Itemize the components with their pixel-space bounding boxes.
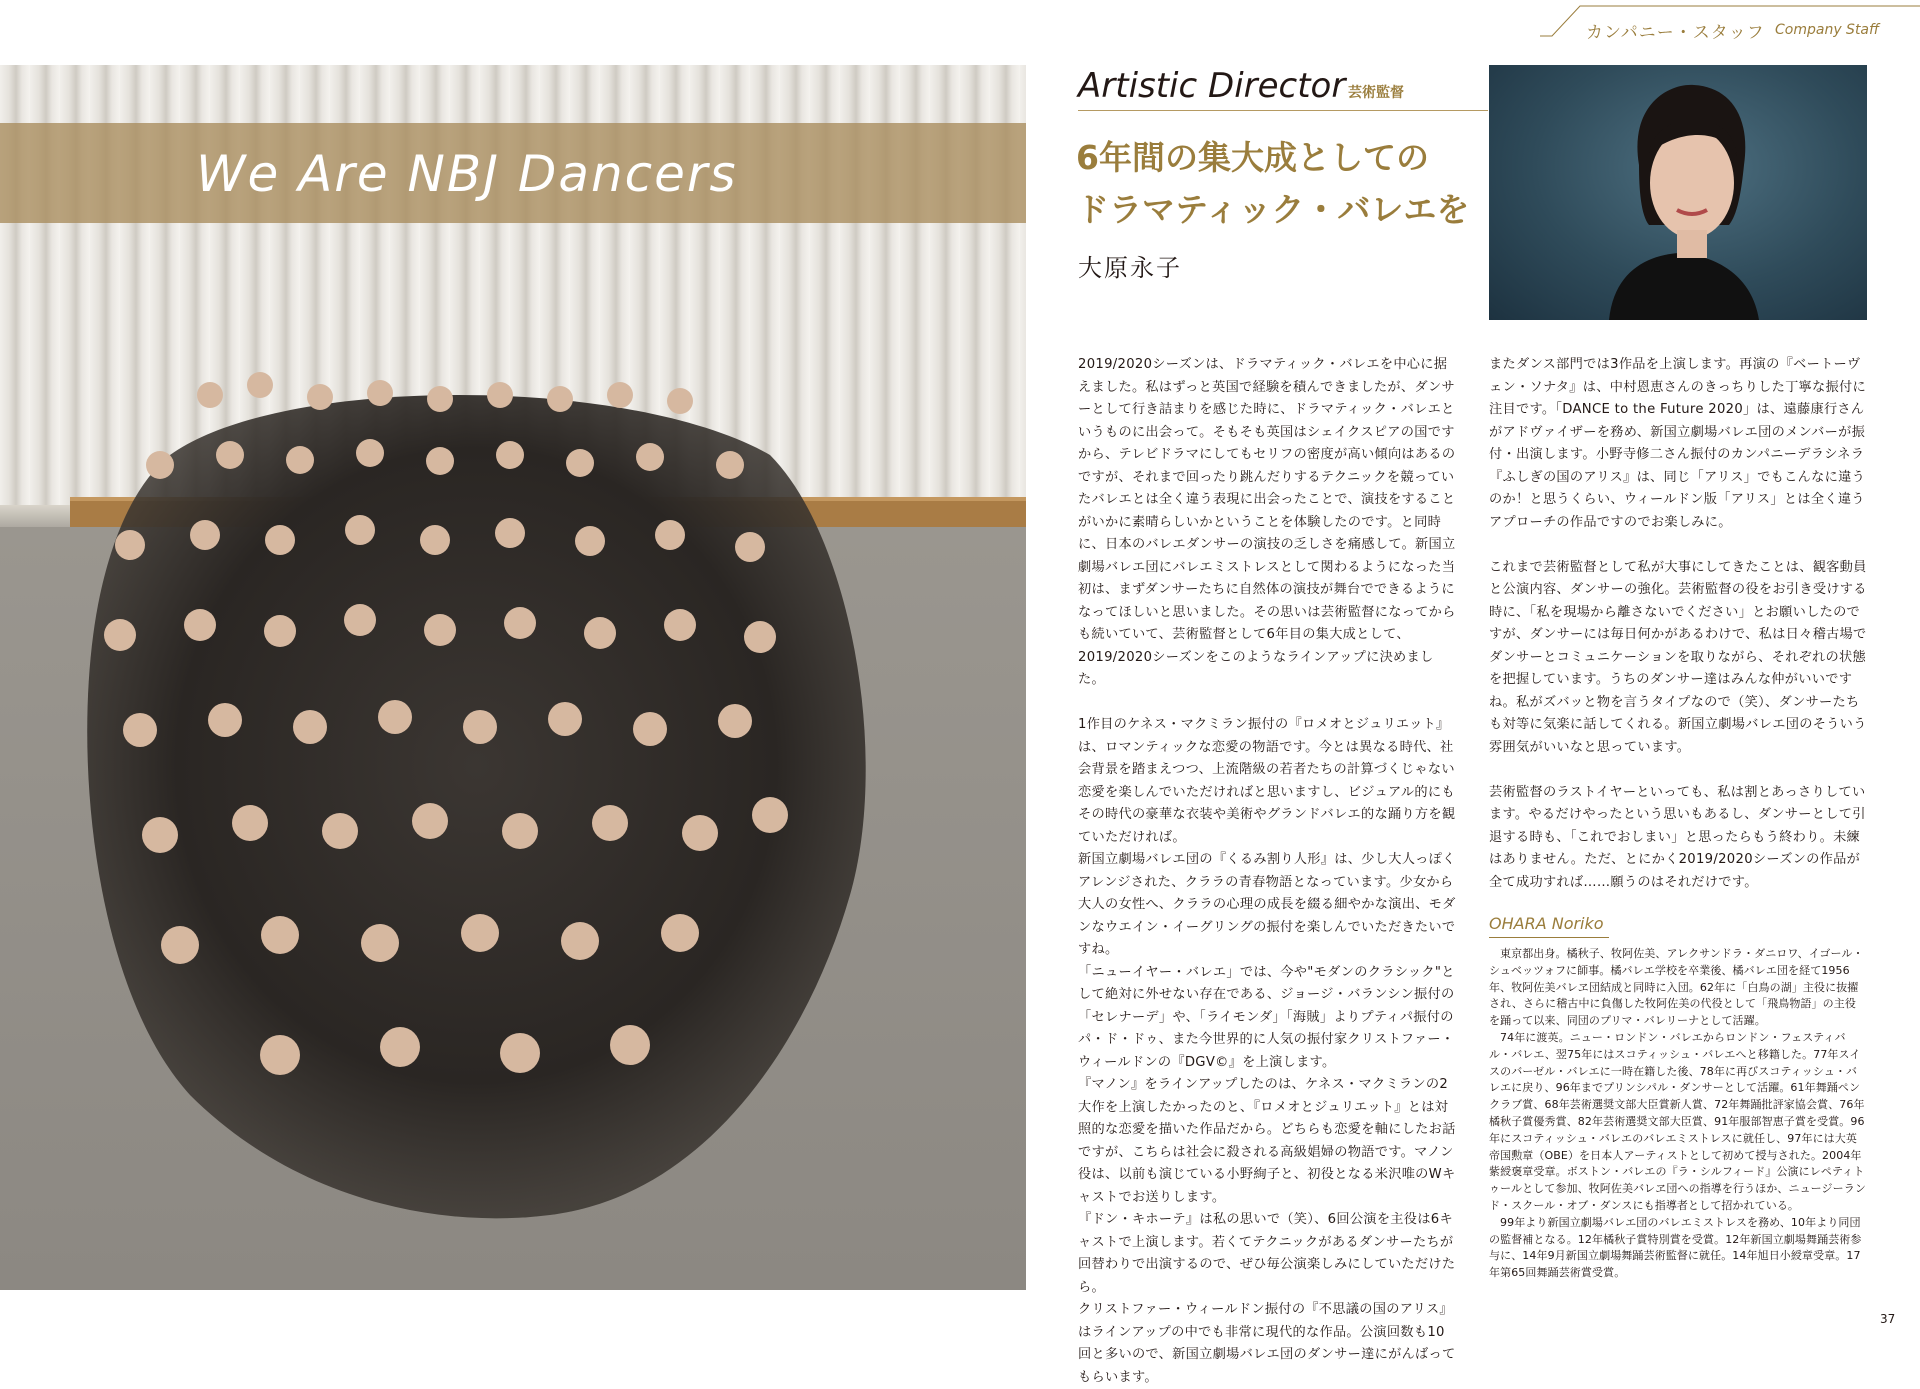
paragraph: クリストファー・ウィールドン振付の『不思議の国のアリス』はラインアップの中でも非常に現代的な作品。公演回数も10回と多いので、新国立劇場バレエ団のダンサー達にがんばってもらいます。 [1078, 1302, 1456, 1385]
headline-line-1: 6年間の集大成としての [1076, 138, 1429, 177]
article-label-en: Artistic Director [1078, 66, 1346, 106]
article-section-label [1078, 62, 1488, 111]
biography [1489, 946, 1867, 1282]
paragraph: 2019/2020シーズンは、ドラマティック・バレエを中心に据えました。私はずっと英国で経験を積んできましたが、ダンサーとして行き詰まりを感じた時に、ドラマティック・バレエというものに出会って。そもそも英国はシェイクスピアの国ですから、テレビドラマにしてもセリフの密度が高い傾向はあるのですが、それまで回ったり跳んだりするテクニックを競っていたバレエとは全く違う表現に出会ったことで、演技をすることがいかに素晴らしいかということを体験したのです。と同時に、日本のバレエダンサーの演技の乏しさを痛感して。新国立劇場バレエ団にバレエミストレスとして関わるようになった当初は、まずダンサーたちに自然体の演技が舞台でできるようになってほしいと思いました。その思いは芸術監督になってからも続いていて、芸術監督として6年目の集大成として、2019/2020シーズンをこのようなラインアップに決めました。 [1078, 357, 1456, 687]
portrait-illustration [1489, 65, 1867, 320]
article-column-2 [1489, 354, 1867, 894]
paragraph-spacer [1489, 534, 1867, 557]
paragraph-spacer [1078, 692, 1456, 715]
article-headline [1076, 132, 1496, 236]
article-label-jp: 芸術監督 [1348, 85, 1404, 101]
paragraph: これまで芸術監督として私が大事にしてきたことは、観客動員と公演内容、ダンサーの強化。芸術監督の役をお引き受けする時に、「私を現場から離さないでください」とお願いしたのですが、ダンサーには毎日何かがあるわけで、私は日々稽古場でダンサーとコミュニケーションを取りながら、それぞれの状態を把握しています。うちのダンサー達はみんな仲がいいですね。私がズバッと物を言うタイプなので（笑）、ダンサーたちも対等に気楽に話してくれる。新国立劇場バレエ団のそういう雰囲気がいいなと思っています。 [1489, 559, 1867, 755]
headline-line-2: ドラマティック・バレエを [1076, 190, 1470, 229]
dancers-group-illustration [30, 335, 930, 1235]
page-number: 37 [1880, 1312, 1896, 1326]
section-title-en: Company Staff [1775, 22, 1880, 38]
paragraph: 新国立劇場バレエ団の『くるみ割り人形』は、少し大人っぽくアレンジされた、クララの青春物語となっています。少女から大人の女性へ、クララの心理の成長を綴る細やかな演出、モダンなウエイン・イーグリングの振付を楽しんでいただきたいですね。 [1078, 852, 1456, 957]
paragraph: 『ドン・キホーテ』は私の思いで（笑）、6回公演を主役は6キャストで上演します。若くてテクニックがあるダンサーたちが回替わりで出演するので、ぜひ毎公演楽しみにしていただけたら。 [1078, 1212, 1456, 1295]
group-photo [0, 65, 1026, 1290]
bio-paragraph: 東京都出身。橘秋子、牧阿佐美、アレクサンドラ・ダニロワ、イゴール・シュベッツォフに師事。橘バレエ学校を卒業後、橘バレエ団を経て1956年、牧阿佐美バレヱ団結成と同時に入団。62年に「白鳥の湖」主役に抜擢され、さらに稽古中に負傷した牧阿佐美の代役として「飛鳥物語」の主役を踊って以来、同団のプリマ・バレリーナとして活躍。 [1489, 947, 1864, 1028]
section-header-tab [1540, 0, 1920, 62]
article-column-1 [1078, 354, 1456, 1389]
paragraph: 1作目のケネス・マクミラン振付の『ロメオとジュリエット』は、ロマンティックな恋愛の物語です。今とは異なる時代、社会背景を踏まえつつ、上流階級の若者たちの計算づくじゃない恋愛を楽しんでいただければと思いますし、ビジュアル的にもその時代の豪華な衣装や美術やグランドバレエ的な踊り方を観ていただければ。 [1078, 717, 1456, 845]
paragraph: 「ニューイヤー・バレエ」では、今や"モダンのクラシック"として絶対に外せない存在である、ジョージ・バランシン振付の「セレナーデ」や、「ライモンダ」「海賊」よりプティパ振付のパ・ド・ドゥ、また今世界的に人気の振付家クリストファー・ウィールドンの『DGV©』を上演します。 [1078, 964, 1455, 1070]
portrait-photo [1489, 65, 1867, 320]
banner-title: We Are NBJ Dancers [196, 145, 738, 203]
bio-title: OHARA Noriko [1489, 914, 1609, 938]
paragraph: 芸術監督のラストイヤーといっても、私は割とあっさりしています。やるだけやったという思いもあるし、ダンサーとして引退する時も、「これでおしまい」と思ったらもう終わり。未練はありません。ただ、とにかく2019/2020シーズンの作品が全て成功すれば……願うのはそれだけです。 [1489, 784, 1866, 890]
section-title-jp: カンパニー・スタッフ [1586, 23, 1765, 43]
paragraph: またダンス部門では3作品を上演します。再演の『ベートーヴェン・ソナタ』は、中村恩恵さんのきっちりした丁寧な振付に注目です。「DANCE to the Future 2020」は、遠藤康行さんがアドヴァイザーを務め、新国立劇場バレエ団のメンバーが振付・出演します。小野寺修二さん振付のカンパニーデラシネラ『ふしぎの国のアリス』は、同じ「アリス」でもこんなに違うのか！と思うくらい、ウィールドン版「アリス」とは全く違うアプローチの作品ですのでお楽しみに。 [1489, 357, 1866, 530]
paragraph-spacer [1489, 759, 1867, 782]
paragraph: 『マノン』をラインアップしたのは、ケネス・マクミランの2大作を上演したかったのと、『ロメオとジュリエット』とは対照的な恋愛を描いた作品だから。どちらも恋愛を軸にしたお話ですが、こちらは社会に殺される高級娼婦の物語です。マノン役は、以前も演じている小野絢子と、初役となる米沢唯のWキャストでお送りします。 [1078, 1077, 1456, 1205]
article-author: 大原永子 [1078, 254, 1182, 282]
bio-paragraph: 99年より新国立劇場バレエ団のバレエミストレスを務め、10年より同団の監督補となる。12年橘秋子賞特別賞を受賞。12年新国立劇場舞踊芸術参与に、14年9月新国立劇場舞踊芸術監督に就任。14年旭日小綬章受章。17年第65回舞踊芸術賞受賞。 [1489, 1215, 1862, 1280]
bio-paragraph: 74年に渡英。ニュー・ロンドン・バレエからロンドン・フェスティバル・バレエ、翌75年にはスコティッシュ・バレエへと移籍した。77年スイスのバーゼル・バレエに一時在籍した後、78年に再びスコティッシュ・バレエに戻り、96年までプリンシパル・ダンサーとして活躍。61年舞踊ペンクラブ賞、68年芸術選奨文部大臣賞新人賞、72年舞踊批評家協会賞、76年橘秋子賞優秀賞、82年芸術選奨文部大臣賞、91年服部智恵子賞を受賞。96年にスコティッシュ・バレエのバレエミストレスに就任し、97年には大英帝国勲章（OBE）を日本人アーティストとして初めて授与された。2004年紫綬褒章受章。ボストン・バレエの『ラ・シルフィード』公演にレペティトゥールとして参加、牧阿佐美バレヱ団への指導を行うほか、ニュージーランド・スクール・オブ・ダンスにも指導者として招かれている。 [1489, 1030, 1866, 1212]
